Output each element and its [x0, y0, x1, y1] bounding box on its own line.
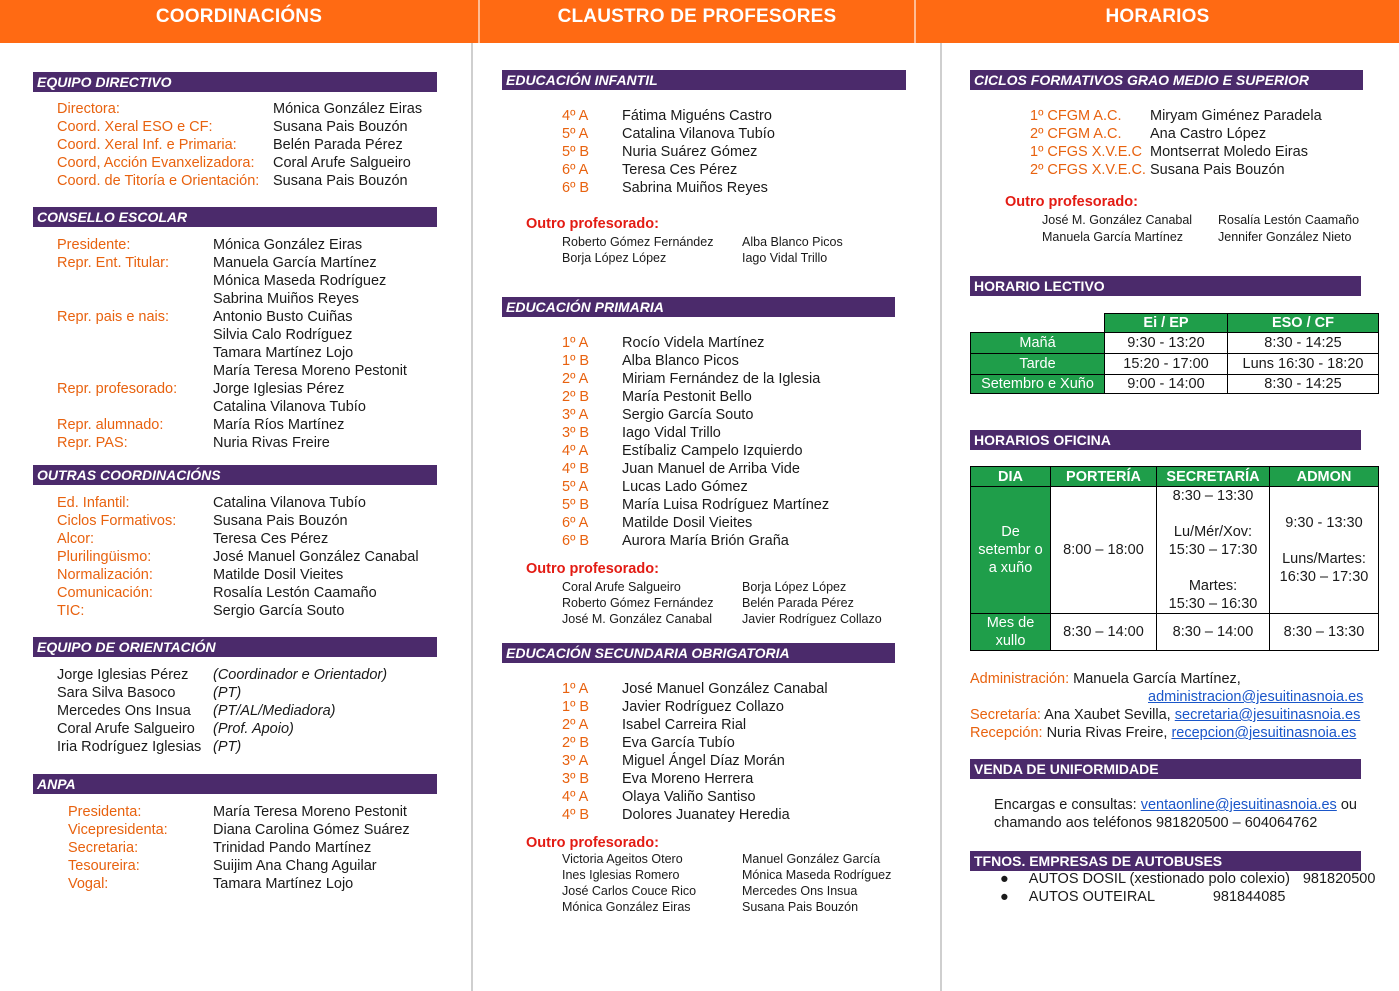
section-title-outras-coordinacions: OUTRAS COORDINACIÓNS: [33, 465, 437, 485]
table-cell-admon: [1270, 487, 1379, 614]
section-title-consello-escolar: CONSELLO ESCOLAR: [33, 207, 437, 227]
contact-label: Recepción:: [970, 725, 1043, 741]
row-label: 2º B: [562, 389, 590, 405]
bus-company: AUTOS DOSIL (xestionado polo colexio): [1028, 871, 1290, 887]
cell-line: [1270, 532, 1378, 550]
contact-name: Manuela García Martínez,: [1073, 671, 1241, 687]
column-header: SECRETARÍA: [1157, 467, 1270, 487]
row-label: Repr. profesorado:: [57, 381, 178, 397]
row-value: Nuria Rivas Freire: [213, 435, 330, 451]
cell-line: [1157, 505, 1269, 523]
row-value: Estíbaliz Campelo Izquierdo: [622, 443, 803, 459]
row-value: Iago Vidal Trillo: [622, 425, 721, 441]
horarios-oficina-table: [970, 466, 1379, 651]
member-role: (Coordinador e Orientador): [213, 667, 388, 683]
row-label: 2º A: [562, 717, 589, 733]
contact-administracion: [970, 670, 1241, 688]
bullet-icon: ●: [1000, 889, 1009, 905]
row-value: José Manuel González Canabal: [213, 549, 419, 565]
row-value: Antonio Busto Cuiñas: [213, 309, 353, 325]
row-value: Isabel Carreira Rial: [622, 717, 747, 733]
row-label: 5º B: [562, 497, 590, 513]
teacher-name: Jennifer González Nieto: [1218, 230, 1352, 244]
column-header: ESO / CF: [1228, 314, 1379, 333]
row-value: Alba Blanco Picos: [622, 353, 739, 369]
row-value: Susana Pais Bouzón: [1150, 162, 1285, 178]
teacher-name: José M. González Canabal: [562, 612, 713, 626]
member-role: (PT/AL/Mediadora): [213, 703, 336, 719]
column-divider: [471, 43, 473, 991]
table-cell: 9:00 - 14:00: [1105, 375, 1228, 394]
row-value: Lucas Lado Gómez: [622, 479, 748, 495]
contact-administracion-email-row: [1148, 688, 1363, 706]
section-title-ciclos: CICLOS FORMATIVOS GRAO MEDIO E SUPERIOR: [970, 70, 1363, 90]
row-value: Eva Moreno Herrera: [622, 771, 754, 787]
uniformidade-line-1: [994, 796, 1357, 814]
row-value: Ana Castro López: [1150, 126, 1267, 142]
teacher-name: Belén Parada Pérez: [742, 596, 854, 610]
table-cell: 8:30 – 14:00: [1051, 614, 1157, 651]
row-value: Matilde Dosil Vieites: [622, 515, 753, 531]
row-label: 4º B: [562, 461, 590, 477]
row-label: Coord. Xeral ESO e CF:: [57, 119, 213, 135]
row-value: Miriam Fernández de la Iglesia: [622, 371, 821, 387]
row-label: 2º CFGS X.V.E.C.: [1030, 162, 1146, 178]
row-label: Directora:: [57, 101, 120, 117]
row-value: Rocío Videla Martínez: [622, 335, 765, 351]
email-link[interactable]: recepcion@jesuitinasnoia.es: [1171, 725, 1357, 741]
row-label: Repr. alumnado:: [57, 417, 164, 433]
teacher-name: Roberto Gómez Fernández: [562, 596, 714, 610]
row-label: Vicepresidenta:: [68, 822, 168, 838]
row-label: Mes de xullo: [971, 614, 1051, 651]
table-cell: 8:30 - 14:25: [1228, 375, 1379, 394]
row-value: Jorge Iglesias Pérez: [213, 381, 345, 397]
row-value: Catalina Vilanova Tubío: [622, 126, 775, 142]
row-label: Plurilingüismo:: [57, 549, 152, 565]
header-bar: [0, 0, 1399, 43]
row-label: Repr. Ent. Titular:: [57, 255, 170, 271]
bus-item: [1000, 888, 1285, 906]
row-label: TIC:: [57, 603, 85, 619]
row-value: Belén Parada Pérez: [273, 137, 403, 153]
row-label: 1º A: [562, 335, 589, 351]
row-value: Eva García Tubío: [622, 735, 735, 751]
teacher-name: Roberto Gómez Fernández: [562, 235, 714, 249]
bullet-icon: ●: [1000, 871, 1009, 887]
section-title-autobuses: TFNOS. EMPRESAS DE AUTOBUSES: [970, 851, 1361, 871]
row-value: Catalina Vilanova Tubío: [213, 399, 366, 415]
row-label: 3º B: [562, 771, 590, 787]
row-value: María Pestonit Bello: [622, 389, 752, 405]
row-label: Repr. pais e nais:: [57, 309, 170, 325]
outro-profesorado-title: Outro profesorado:: [1005, 194, 1138, 210]
row-value: Juan Manuel de Arriba Vide: [622, 461, 800, 477]
section-title-equipo-orientacion: EQUIPO DE ORIENTACIÓN: [33, 637, 437, 657]
table-corner: [971, 314, 1105, 333]
row-label: 1º CFGS X.V.E.C: [1030, 144, 1142, 160]
row-value: Rosalía Lestón Caamaño: [213, 585, 377, 601]
bus-item: [1000, 870, 1375, 888]
row-label: 5º B: [562, 144, 590, 160]
row-label: Ed. Infantil:: [57, 495, 130, 511]
contact-name: Nuria Rivas Freire,: [1046, 725, 1168, 741]
row-value: Coral Arufe Salgueiro: [273, 155, 411, 171]
contact-label: Administración:: [970, 671, 1070, 687]
row-value: Trinidad Pando Martínez: [213, 840, 372, 856]
row-value: María Teresa Moreno Pestonit: [213, 363, 407, 379]
table-cell: 9:30 - 13:20: [1105, 333, 1228, 354]
row-value: María Ríos Martínez: [213, 417, 345, 433]
row-value: José Manuel González Canabal: [622, 681, 828, 697]
row-value: Miguel Ángel Díaz Morán: [622, 753, 785, 769]
cell-line: 8:30 – 13:30: [1172, 488, 1254, 504]
row-label: 4º B: [562, 807, 590, 823]
section-title-uniformidade: VENDA DE UNIFORMIDADE: [970, 759, 1361, 779]
member-role: (PT): [213, 739, 242, 755]
section-title-eso: EDUCACIÓN SECUNDARIA OBRIGATORIA: [502, 643, 895, 663]
row-value: Sergio García Souto: [213, 603, 345, 619]
bus-company: AUTOS OUTEIRAL: [1028, 889, 1156, 905]
row-value: Susana Pais Bouzón: [273, 173, 408, 189]
row-label: Repr. PAS:: [57, 435, 128, 451]
uniformidade-text: ou: [1340, 797, 1357, 813]
table-cell: 8:30 - 14:25: [1228, 333, 1379, 354]
row-value: Catalina Vilanova Tubío: [213, 495, 366, 511]
row-value: Manuela García Martínez: [213, 255, 377, 271]
row-label: 4º A: [562, 443, 589, 459]
contact-label: Secretaría:: [970, 707, 1041, 723]
section-title-horario-lectivo: HORARIO LECTIVO: [970, 276, 1361, 296]
table-cell: 8:30 – 14:00: [1157, 614, 1270, 651]
section-title-infantil: EDUCACIÓN INFANTIL: [502, 70, 906, 90]
cell-line: Lu/Mér/Xov:: [1173, 524, 1253, 540]
teacher-name: Alba Blanco Picos: [742, 235, 843, 249]
member-name: Coral Arufe Salgueiro: [57, 721, 195, 737]
teacher-name: Victoria Ageitos Otero: [562, 852, 683, 866]
contact-name: Ana Xaubet Sevilla,: [1044, 707, 1171, 723]
section-title-equipo-directivo: EQUIPO DIRECTIVO: [33, 72, 437, 92]
cell-line: [1157, 559, 1269, 577]
row-label: Secretaria:: [68, 840, 139, 856]
row-value: Tamara Martínez Lojo: [213, 345, 354, 361]
teacher-name: Manuela García Martínez: [1042, 230, 1184, 244]
section-title-primaria: EDUCACIÓN PRIMARIA: [502, 297, 895, 317]
row-value: Teresa Ces Pérez: [213, 531, 329, 547]
email-link[interactable]: administracion@jesuitinasnoia.es: [1148, 689, 1364, 705]
row-value: Susana Pais Bouzón: [213, 513, 348, 529]
row-label: Ciclos Formativos:: [57, 513, 177, 529]
row-label: Presidente:: [57, 237, 131, 253]
row-value: Nuria Suárez Gómez: [622, 144, 758, 160]
cell-line: 9:30 - 13:30: [1285, 515, 1363, 531]
row-label: De setembr o a xuño: [971, 487, 1051, 614]
row-value: Mónica Maseda Rodríguez: [213, 273, 387, 289]
table-cell: 8:30 – 13:30: [1270, 614, 1379, 651]
outro-profesorado-title: Outro profesorado:: [526, 561, 659, 577]
row-label: 6º B: [562, 533, 590, 549]
contact-recepcion: [970, 724, 1356, 742]
outro-profesorado-title: Outro profesorado:: [526, 216, 659, 232]
contact-secretaria: [970, 706, 1360, 724]
uniformidade-line-2: chamando aos teléfonos 981820500 – 604064762: [994, 815, 1318, 831]
tab-claustro: CLAUSTRO DE PROFESORES: [557, 6, 837, 27]
member-name: Mercedes Ons Insua: [57, 703, 191, 719]
member-role: (PT): [213, 685, 242, 701]
cell-line: 15:30 – 17:30: [1168, 542, 1258, 558]
row-value: Sabrina Muiños Reyes: [622, 180, 768, 196]
column-header: PORTERÍA: [1051, 467, 1157, 487]
row-value: Sabrina Muiños Reyes: [213, 291, 359, 307]
row-label: 3º A: [562, 753, 589, 769]
row-label: 4º A: [562, 108, 589, 124]
teacher-name: Rosalía Lestón Caamaño: [1218, 213, 1360, 227]
email-link[interactable]: secretaria@jesuitinasnoia.es: [1174, 707, 1361, 723]
row-label: Mañá: [971, 333, 1105, 354]
email-link[interactable]: ventaonline@jesuitinasnoia.es: [1140, 797, 1337, 813]
row-label: Presidenta:: [68, 804, 142, 820]
bus-phone: 981820500: [1302, 871, 1376, 887]
bus-phone: 981844085: [1212, 889, 1286, 905]
row-label: Tesoureira:: [68, 858, 140, 874]
row-label: 2º B: [562, 735, 590, 751]
column-header: ADMON: [1270, 467, 1379, 487]
teacher-name: Borja López López: [562, 251, 667, 265]
row-label: Coord, Acción Evanxelizadora:: [57, 155, 255, 171]
teacher-name: Susana Pais Bouzón: [742, 900, 859, 914]
teacher-name: Iago Vidal Trillo: [742, 251, 828, 265]
row-value: María Luisa Rodríguez Martínez: [622, 497, 830, 513]
row-value: Silvia Calo Rodríguez: [213, 327, 353, 343]
row-label: 1º B: [562, 353, 590, 369]
row-label: Coord. Xeral Inf. e Primaria:: [57, 137, 237, 153]
teacher-name: Mónica González Eiras: [562, 900, 691, 914]
row-value: María Teresa Moreno Pestonit: [213, 804, 407, 820]
tab-coordinacions: COORDINACIÓNS: [155, 6, 323, 27]
uniformidade-text: Encargas e consultas:: [994, 797, 1137, 813]
member-name: Iria Rodríguez Iglesias: [57, 739, 202, 755]
row-value: Aurora María Brión Graña: [622, 533, 789, 549]
table-cell: Luns 16:30 - 18:20: [1228, 354, 1379, 375]
teacher-name: Ines Iglesias Romero: [562, 868, 680, 882]
row-label: 5º A: [562, 479, 589, 495]
member-name: Jorge Iglesias Pérez: [57, 667, 189, 683]
row-label: 1º A: [562, 681, 589, 697]
tab-horarios: HORARIOS: [1105, 6, 1210, 27]
row-label: Normalización:: [57, 567, 153, 583]
teacher-name: Manuel González García: [742, 852, 881, 866]
column-header: Ei / EP: [1105, 314, 1228, 333]
section-title-anpa: ANPA: [33, 774, 437, 794]
horario-lectivo-table: [970, 313, 1379, 394]
row-value: Javier Rodríguez Collazo: [622, 699, 784, 715]
outro-profesorado-title: Outro profesorado:: [526, 835, 659, 851]
teacher-name: Borja López López: [742, 580, 847, 594]
table-cell-secretaria: [1157, 487, 1270, 614]
column-header: DIA: [971, 467, 1051, 487]
row-label: 6º B: [562, 180, 590, 196]
column-divider: [940, 43, 942, 991]
teacher-name: Mercedes Ons Insua: [742, 884, 858, 898]
row-value: Diana Carolina Gómez Suárez: [213, 822, 410, 838]
member-role: (Prof. Apoio): [213, 721, 294, 737]
teacher-name: Coral Arufe Salgueiro: [562, 580, 681, 594]
row-label: Vogal:: [68, 876, 109, 892]
row-value: Susana Pais Bouzón: [273, 119, 408, 135]
row-label: 1º B: [562, 699, 590, 715]
row-label: 6º A: [562, 515, 589, 531]
row-value: Matilde Dosil Vieites: [213, 567, 344, 583]
table-cell: 15:20 - 17:00: [1105, 354, 1228, 375]
row-label: Coord. de Titoría e Orientación:: [57, 173, 260, 189]
row-label: 2º CFGM A.C.: [1030, 126, 1122, 142]
row-value: Tamara Martínez Lojo: [213, 876, 354, 892]
row-value: Fátima Miguéns Castro: [622, 108, 772, 124]
teacher-name: José Carlos Couce Rico: [562, 884, 697, 898]
row-label: 5º A: [562, 126, 589, 142]
section-title-horarios-oficina: HORARIOS OFICINA: [970, 430, 1361, 450]
row-label: 6º A: [562, 162, 589, 178]
row-label: Tarde: [971, 354, 1105, 375]
row-value: Miryam Giménez Paradela: [1150, 108, 1322, 124]
cell-line: 16:30 – 17:30: [1279, 569, 1369, 585]
teacher-name: Mónica Maseda Rodríguez: [742, 868, 892, 882]
row-label: 3º A: [562, 407, 589, 423]
row-value: Montserrat Moledo Eiras: [1150, 144, 1308, 160]
row-label: Alcor:: [57, 531, 95, 547]
row-label: Setembro e Xuño: [971, 375, 1105, 394]
cell-line: Luns/Martes:: [1282, 551, 1366, 567]
member-name: Sara Silva Basoco: [57, 685, 176, 701]
row-value: Sergio García Souto: [622, 407, 754, 423]
teacher-name: José M. González Canabal: [1042, 213, 1193, 227]
row-value: Mónica González Eiras: [273, 101, 423, 117]
row-value: Suijim Ana Chang Aguilar: [213, 858, 377, 874]
row-label: 2º A: [562, 371, 589, 387]
cell-line: 15:30 – 16:30: [1168, 596, 1258, 612]
teacher-name: Javier Rodríguez Collazo: [742, 612, 882, 626]
row-label: 3º B: [562, 425, 590, 441]
row-value: Teresa Ces Pérez: [622, 162, 738, 178]
row-value: Olaya Valiño Santiso: [622, 789, 756, 805]
table-cell: 8:00 – 18:00: [1051, 487, 1157, 614]
row-label: 4º A: [562, 789, 589, 805]
row-value: Dolores Juanatey Heredia: [622, 807, 790, 823]
row-label: Comunicación:: [57, 585, 153, 601]
row-label: 1º CFGM A.C.: [1030, 108, 1122, 124]
cell-line: Martes:: [1188, 578, 1238, 594]
row-value: Mónica González Eiras: [213, 237, 363, 253]
